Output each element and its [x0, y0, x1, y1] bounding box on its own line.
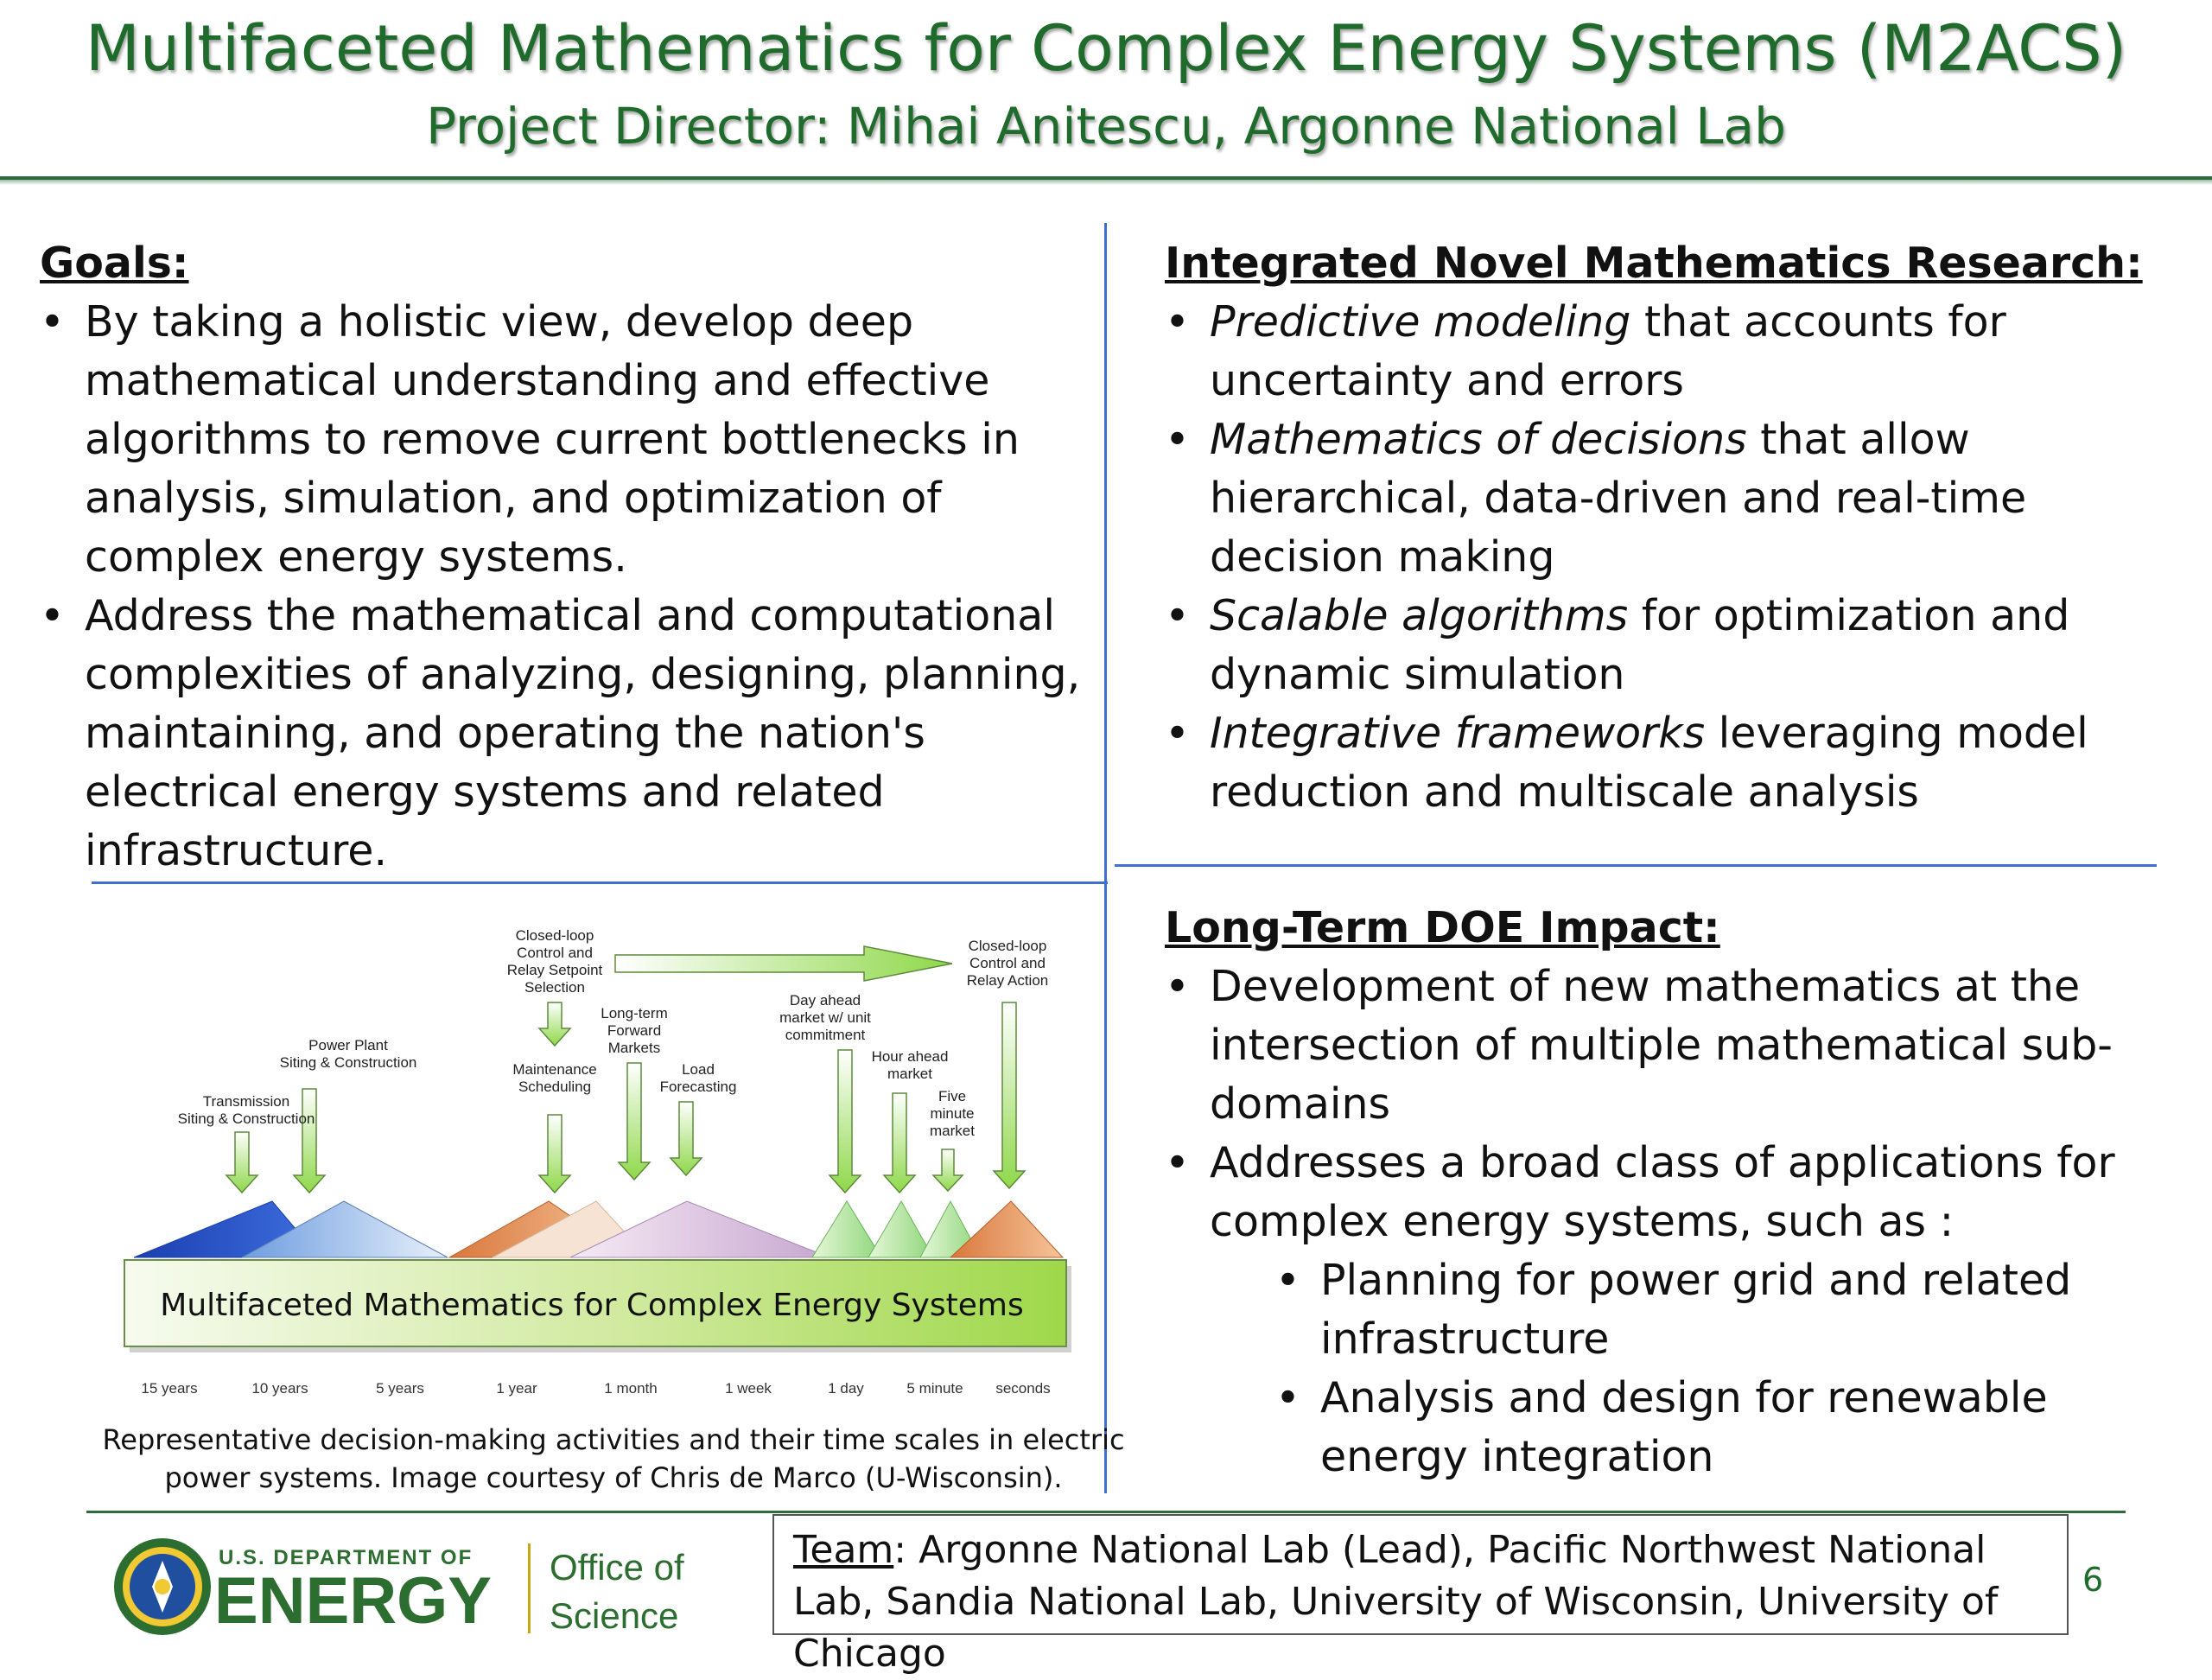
- arrow-hour-ahead: [884, 1093, 915, 1193]
- page-number: 6: [2082, 1561, 2104, 1599]
- impact-list: [1165, 958, 2184, 1486]
- label-hour-ahead: Hour ahead market: [871, 1048, 949, 1082]
- goals-section: [40, 234, 1094, 881]
- research-item-emphasis: Mathematics of decisions: [1210, 415, 1747, 464]
- arrow-long-term: [619, 1063, 650, 1180]
- research-item-text: that allow hierarchical, data-driven and real-time decision making: [1210, 415, 2027, 582]
- arrow-transmission: [226, 1132, 257, 1193]
- timescale-triangles: [134, 1201, 1063, 1257]
- team-box: [772, 1514, 2069, 1676]
- research-item-text: that accounts for uncertainty and errors: [1210, 297, 2006, 405]
- timescale-diagram: [121, 916, 1080, 1417]
- timescale-tick: 1 day: [828, 1380, 864, 1397]
- impact-item: • Addresses a broad class of applications for complex energy systems, such as :: [1165, 1134, 2184, 1251]
- research-item-emphasis: Scalable algorithms: [1210, 591, 1629, 640]
- research-item-text: for optimization and dynamic simulation: [1210, 591, 2070, 699]
- arrow-day-ahead: [830, 1050, 861, 1193]
- doe-line2: ENERGY: [214, 1564, 492, 1638]
- horizontal-divider-left: [92, 881, 1108, 884]
- label-day-ahead: Day ahead market w/ unit commitment: [779, 992, 871, 1043]
- goals-list: [40, 293, 1094, 881]
- doe-line1: U.S. DEPARTMENT OF: [219, 1546, 474, 1569]
- energy-systems-bar-label: Multifaceted Mathematics for Complex Energy Systems: [160, 1288, 1024, 1323]
- impact-item: • Development of new mathematics at the intersection of multiple mathematical sub-domains: [1165, 958, 2184, 1134]
- research-item: [1165, 410, 2184, 587]
- timescale-tick: 1 year: [496, 1380, 537, 1397]
- horizontal-divider-right: [1115, 864, 2157, 867]
- doe-seal-icon: [114, 1538, 211, 1635]
- header-divider-shadow: [0, 180, 2212, 185]
- research-item-text: leveraging model reduction and multiscale analysis: [1210, 709, 2088, 817]
- goals-item: • Address the mathematical and computational complexities of analyzing, designing, planning, maintaining, and operating the nation's electrical energy systems and related infrastructure.: [40, 587, 1094, 881]
- vertical-divider: [1104, 223, 1107, 1493]
- timescale-tick: 10 years: [251, 1380, 308, 1397]
- arrow-maintenance: [539, 1115, 570, 1193]
- research-item: [1165, 704, 2184, 822]
- research-section: [1165, 234, 2184, 822]
- slide-subtitle: Project Director: Mihai Anitescu, Argonne National Lab: [426, 97, 1786, 156]
- label-closed-loop-left: Closed-loop Control and Relay Setpoint Selection: [506, 927, 603, 996]
- label-long-term: Long-term Forward Markets: [601, 1005, 668, 1056]
- label-transmission: Transmission Siting & Construction: [177, 1093, 315, 1127]
- goals-heading: Goals:: [40, 239, 189, 288]
- timescale-tick: 15 years: [141, 1380, 198, 1397]
- slide-title: Multifaceted Mathematics for Complex Energy Systems (M2ACS): [85, 12, 2127, 86]
- logo-separator: [528, 1543, 531, 1633]
- label-power-plant: Power Plant Siting & Construction: [279, 1037, 417, 1071]
- research-item: [1165, 587, 2184, 704]
- research-item-emphasis: Integrative frameworks: [1210, 709, 1706, 758]
- diagram-caption: Representative decision-making activities and their time scales in electric power systems. Image courtesy of Chris de Marco (U-Wisconsin).: [102, 1423, 1125, 1494]
- impact-heading: Long-Term DOE Impact:: [1165, 903, 1720, 952]
- arrow-power-plant: [294, 1089, 325, 1193]
- research-list: [1165, 293, 2184, 822]
- triangle-day-ahead: [812, 1201, 881, 1257]
- team-text: : Argonne National Lab (Lead), Pacific Northwest National Lab, Sandia National Lab, University of Wisconsin, University of Chicago: [793, 1528, 1999, 1676]
- office-line2: Science: [550, 1595, 679, 1636]
- arrow-closed-loop-right: [994, 1002, 1025, 1188]
- arrow-five-minute: [933, 1149, 963, 1191]
- timescale-tick: seconds: [995, 1380, 1051, 1397]
- arrow-load: [671, 1102, 702, 1175]
- label-five-minute: Five minute market: [930, 1088, 975, 1139]
- research-item-emphasis: Predictive modeling: [1210, 297, 1631, 347]
- timescale-axis: [141, 1380, 1050, 1397]
- team-label: Team: [793, 1528, 894, 1572]
- timescale-tick: 5 minute: [906, 1380, 963, 1397]
- triangle-hour-ahead: [868, 1201, 933, 1257]
- research-heading: Integrated Novel Mathematics Research:: [1165, 239, 2143, 288]
- timescale-tick: 5 years: [376, 1380, 424, 1397]
- impact-subitem: • Planning for power grid and related infrastructure: [1165, 1251, 2184, 1369]
- triangle-closed-loop: [950, 1201, 1063, 1257]
- time-direction-arrow: [615, 946, 952, 981]
- impact-subitem: • Analysis and design for renewable energy integration: [1165, 1369, 2184, 1486]
- footer-divider: [86, 1511, 2126, 1513]
- impact-section: [1165, 899, 2184, 1486]
- timescale-tick: 1 week: [725, 1380, 772, 1397]
- research-item: [1165, 293, 2184, 410]
- goals-item: • By taking a holistic view, develop deep mathematical understanding and effective algorithms to remove current bottlenecks in analysis, simulation, and optimization of complex energy systems.: [40, 293, 1094, 587]
- doe-logo: [111, 1535, 715, 1639]
- label-load: Load Forecasting: [659, 1061, 737, 1095]
- label-maintenance: Maintenance Scheduling: [512, 1061, 597, 1095]
- timescale-tick: 1 month: [604, 1380, 658, 1397]
- label-closed-loop-right: Closed-loop Control and Relay Action: [966, 938, 1049, 989]
- arrow-closed-loop-left: [539, 1002, 570, 1046]
- office-line1: Office of: [550, 1547, 684, 1588]
